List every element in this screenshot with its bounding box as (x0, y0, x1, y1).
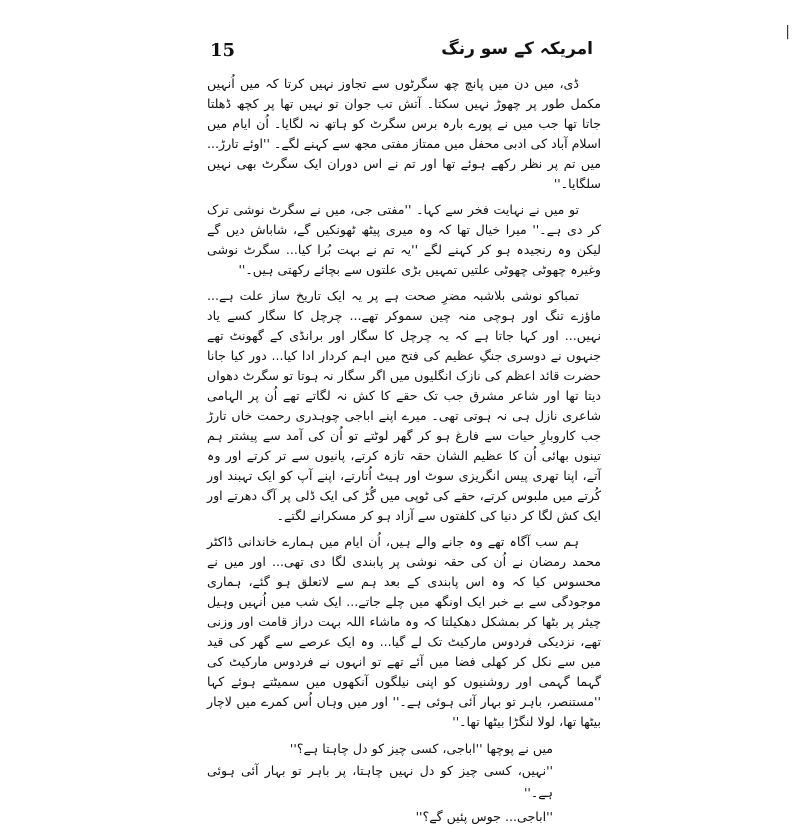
dialogue-line: ''اباجی... جوس پئیں گے؟'' (415, 809, 553, 824)
running-head: امریکہ کے سو رنگ (441, 39, 593, 59)
dialogue-line: ''نہیں، کسی چیز کو دل نہیں چاہتا، پر باہر تو بہار آئی ہوئی ہے۔'' (207, 763, 553, 800)
body-text (207, 74, 601, 828)
dialogue-line: میں نے پوچھا ''اباجی، کسی چیز کو دل چاہتا ہے؟'' (289, 741, 553, 756)
paragraph: تمباکو نوشی بلاشبہ مضرِ صحت ہے پر یہ ایک تاریخ ساز علت ہے... ماؤزے تنگ اور ہوچی منہ چین سموکر تھے... چرچل کا سگار کسے یاد نہیں... اور کہا جاتا ہے کہ یہ چرچل کا سگار اور برانڈی کے گھونٹ تھے جنہوں نے دوسری جنگِ عظیم کی فتح میں اہم کردار ادا کیا... دور کیا جانا حضرت قائد اعظم کی نازک انگلیوں میں اگر سگار نہ ہوتا تو سگرٹ دھواں دیتا تھا اور شاعر مشرق جب تک حقے کا کش نہ لگاتے تھے اُن پر الہامی شاعری نازل ہی نہ ہوتی تھی۔ میرے اپنے اباجی چوہدری رحمت خاں تارڑ جب کاروبارِ حیات سے فارغ ہو کر گھر لوٹتے تو اُن کی آمد سے پیشتر ہم تینوں بھائی اُن کا عظیم الشان حقہ تازہ کرتے، پانیوں سے تر کرتے اور وہ آتے، اپنا تھری پیس انگریزی سوٹ اور ہیٹ اُتارتے، اپنے آپ کو ایک تہبند اور کُرتے میں ملبوس کرتے، حقے کی ٹوپی میں گُڑ کی ایک ڈلی پر آگ دھرتے اور ایک کش لگا کر دنیا کی کلفتوں سے آزاد ہو کر مسکرانے لگتے۔ (207, 288, 601, 523)
page-edge-mark: | (785, 24, 790, 40)
paragraph: تو میں نے نہایت فخر سے کہا۔ ''مفتی جی، میں نے سگرٹ نوشی ترک کر دی ہے۔'' میرا خیال تھا کہ وہ میری پیٹھ ٹھونکیں گے، شاباش دیں گے لیکن وہ رنجیدہ ہو کر کہنے لگے ''یہ تم نے بہت بُرا کیا... سگرٹ نوشی وغیرہ چھوٹی چھوٹی علتیں تمہیں بڑی علتوں سے بچائے رکھتی ہیں۔'' (207, 202, 601, 277)
paragraph: ڈی، میں دن میں پانچ چھ سگرٹوں سے تجاوز نہیں کرتا کہ میں اُنہیں مکمل طور پر چھوڑ نہیں سکتا۔ آتش تب جوان تو نہیں تھا پر کچھ ڈھلتا جاتا تھا جب میں نے پورے بارہ برس سگرٹ کو ہاتھ نہ لگایا۔ اُن ایام میں اسلام آباد کی ادبی محفل میں ممتاز مفتی مجھ سے کہنے لگے۔ ''اوئے تارڑ... میں تم پر نظر رکھے ہوئے تھا اور تم نے اس دوران ایک سگرٹ بھی نہیں سلگایا۔'' (207, 76, 601, 191)
paragraph: ہم سب آگاہ تھے وہ جانے والے ہیں، اُن ایام میں ہمارے خاندانی ڈاکٹر محمد رمضان نے اُن کی حقہ نوشی پر پابندی لگا دی تھی... اور میں نے محسوس کیا کہ وہ اس پابندی کے بعد ہم سے لاتعلق ہو گئے، ہماری موجودگی سے بے خبر ایک اونگھ میں چلے جاتے... ایک شب میں اُنہیں وہیل چیئر پر بٹھا کر بمشکل دھکیلتا کہ وہ ماشاء اللہ بہت دراز قامت اور وزنی تھے، نزدیکی فردوس مارکیٹ تک لے گیا... وہ ایک عرصے سے گھر کی قید میں سے نکل کر کھلی فضا میں آئے تھے تو انہوں نے فردوس مارکیٹ کی گہما گہمی اور روشنیوں کو اپنی نیلگوں آنکھوں میں سمیٹتے ہوئے کہا ''مستنصر، باہر تو بہار آئی ہوئی ہے۔'' اور میں وہاں اُس کمرے میں لاچار بیٹھا تھا، لولا لنگڑا بیٹھا تھا۔'' (207, 534, 601, 729)
page-number: 15 (210, 40, 236, 61)
